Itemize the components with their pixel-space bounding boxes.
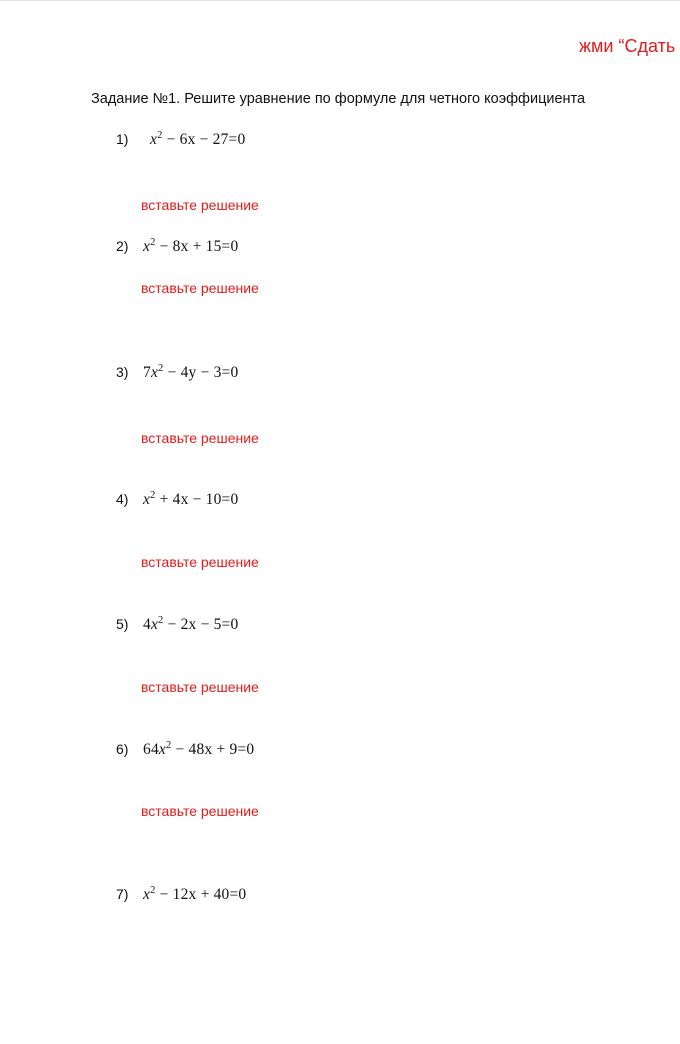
equation-item-3 [116,364,238,382]
solution-placeholder-3[interactable]: вставьте решение [141,430,259,446]
equation-formula: $x^2 - 8x + 15=0$ [143,237,239,255]
equation-item-5 [116,616,238,634]
page-top-border [0,0,680,1]
equation-number: 6) [116,741,129,757]
equation-number: 2) [116,238,129,254]
equation-item-7 [116,886,246,904]
equation-number: 1) [116,131,129,147]
equation-formula: $7x^2 - 4y - 3=0$ [143,363,239,381]
equation-number: 3) [116,364,129,380]
submit-hint-banner: жми “Сдать [579,36,676,56]
equation-formula: $4x^2 - 2x - 5=0$ [143,615,239,633]
equation-formula: $64x^2 - 48x + 9=0$ [143,740,255,758]
solution-placeholder-2[interactable]: вставьте решение [141,280,259,296]
equation-number: 7) [116,886,129,902]
equation-number: 4) [116,491,129,507]
equation-formula: $x^2 - 6x - 27=0$ [150,130,246,148]
equation-item-6 [116,741,254,759]
solution-placeholder-6[interactable]: вставьте решение [141,803,259,819]
equation-formula: $x^2 - 12x + 40=0$ [143,885,247,903]
equation-item-1 [116,131,245,149]
equation-number: 5) [116,616,129,632]
solution-placeholder-4[interactable]: вставьте решение [141,554,259,570]
equation-item-4 [116,491,238,509]
solution-placeholder-1[interactable]: вставьте решение [141,197,259,213]
equation-item-2 [116,238,238,256]
solution-placeholder-5[interactable]: вставьте решение [141,679,259,695]
equation-formula: $x^2 + 4x - 10=0$ [143,490,239,508]
task-title: Задание №1. Решите уравнение по формуле для четного коэффициента [91,91,586,107]
